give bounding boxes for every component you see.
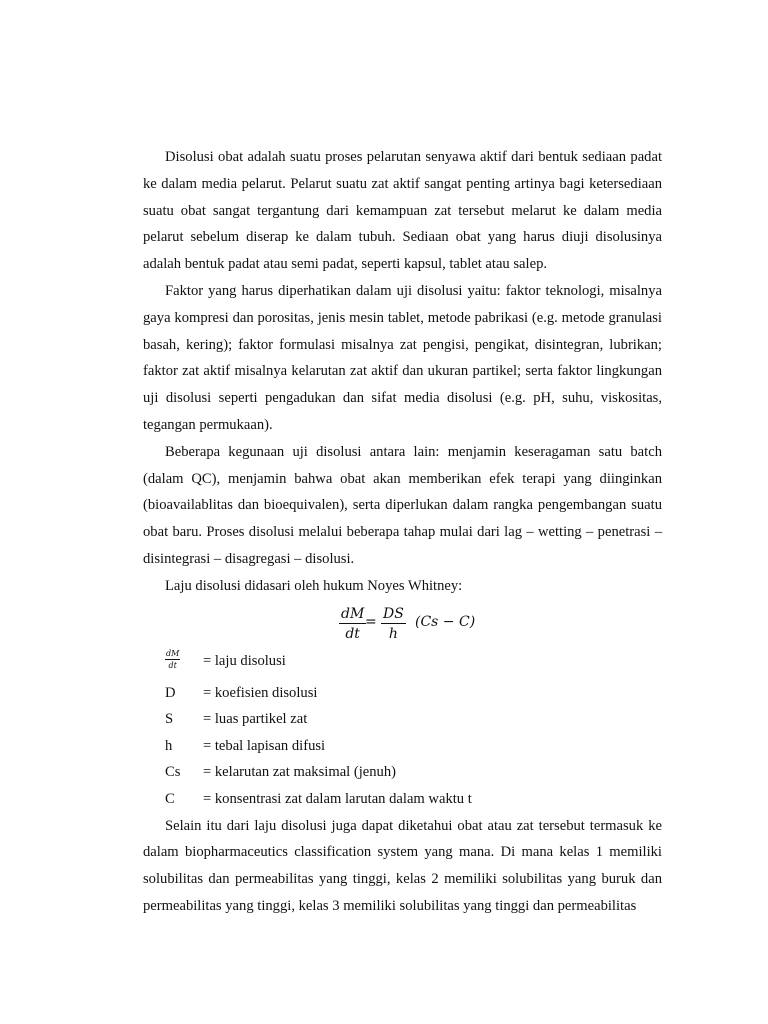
definition-symbol-numerator: dM xyxy=(166,648,180,658)
definition-symbol-denominator: dt xyxy=(168,660,177,670)
equation-lhs-fraction xyxy=(339,606,366,642)
equation-equals-sign: = xyxy=(365,613,377,630)
equation-rhs-factor: (Cs − C) xyxy=(415,613,476,630)
definition-description: = tebal lapisan difusi xyxy=(203,737,326,754)
definition-symbol: S xyxy=(165,711,174,728)
definition-symbol: D xyxy=(165,684,176,701)
equation-symbol-definitions xyxy=(143,646,662,813)
definition-description: = kelarutan zat maksimal (jenuh) xyxy=(203,764,397,781)
definition-row-c xyxy=(143,786,662,813)
definition-symbol-dm-dt xyxy=(165,649,180,670)
definition-symbol: h xyxy=(165,737,173,754)
noyes-whitney-equation xyxy=(143,600,662,646)
equation-lhs-denominator: dt xyxy=(345,625,360,642)
definition-row-h xyxy=(143,733,662,760)
definition-row-laju xyxy=(143,646,662,680)
equation-rhs-numerator: DS xyxy=(383,605,404,622)
definition-row-cs xyxy=(143,759,662,786)
definition-description: = koefisien disolusi xyxy=(203,684,318,701)
paragraph-disolusi-definition: Disolusi obat adalah suatu proses pelarutan senyawa aktif dari bentuk sediaan padat ke dalam media pelarut. Pelarut suatu zat aktif sangat penting artinya bagi ketersediaan suatu obat sangat tergantung dari kemampuan zat tersebut melarut ke dalam media pelarut sebelum diserap ke dalam tubuh. Sediaan obat yang harus diuji disolusinya adalah bentuk padat atau semi padat, seperti kapsul, tablet atau salep. xyxy=(143,149,662,273)
definition-description: = konsentrasi zat dalam larutan dalam waktu t xyxy=(203,790,472,807)
paragraph-noyes-whitney-intro: Laju disolusi didasari oleh hukum Noyes Whitney: xyxy=(165,577,463,594)
equation-lhs-numerator: dM xyxy=(341,605,365,622)
definition-symbol: Cs xyxy=(165,764,181,781)
definition-symbol: C xyxy=(165,790,175,807)
definition-description: = luas partikel zat xyxy=(203,711,308,728)
equation-rhs-denominator: h xyxy=(388,625,398,642)
definition-description: = laju disolusi xyxy=(203,652,286,669)
paragraph-faktor-uji-disolusi: Faktor yang harus diperhatikan dalam uji disolusi yaitu: faktor teknologi, misalnya gaya kompresi dan porositas, jenis mesin tablet, metode pabrikasi (e.g. metode granulasi basah, kering); faktor formulasi misalnya zat pengisi, pengikat, disintegran, lubrikan; faktor zat aktif misalnya kelarutan zat aktif dan ukuran partikel; serta faktor lingkungan uji disolusi seperti pengadukan dan sifat media disolusi (e.g. pH, suhu, viskositas, tegangan permukaan). xyxy=(143,282,662,433)
equation-rhs-fraction xyxy=(381,606,406,642)
definition-row-d xyxy=(143,680,662,707)
definition-row-s xyxy=(143,706,662,733)
paragraph-bcs-classification: Selain itu dari laju disolusi juga dapat diketahui obat atau zat tersebut termasuk ke dalam biopharmaceutics classification system yang mana. Di mana kelas 1 memiliki solubilitas dan permeabilitas yang tinggi, kelas 2 memiliki solubilitas yang buruk dan permeabilitas yang tinggi, kelas 3 memiliki solubilitas yang tinggi dan permeabilitas xyxy=(143,817,662,914)
paragraph-kegunaan-uji-disolusi: Beberapa kegunaan uji disolusi antara lain: menjamin keseragaman satu batch (dalam QC), menjamin bahwa obat akan memberikan efek terapi yang diinginkan (bioavailablitas dan bioequivalen), serta diperlukan dalam rangka pengembangan suatu obat baru. Proses disolusi melalui beberapa tahap mulai dari lag – wetting – penetrasi – disintegrasi – disagregasi – disolusi. xyxy=(143,443,662,567)
document-page xyxy=(143,144,662,920)
